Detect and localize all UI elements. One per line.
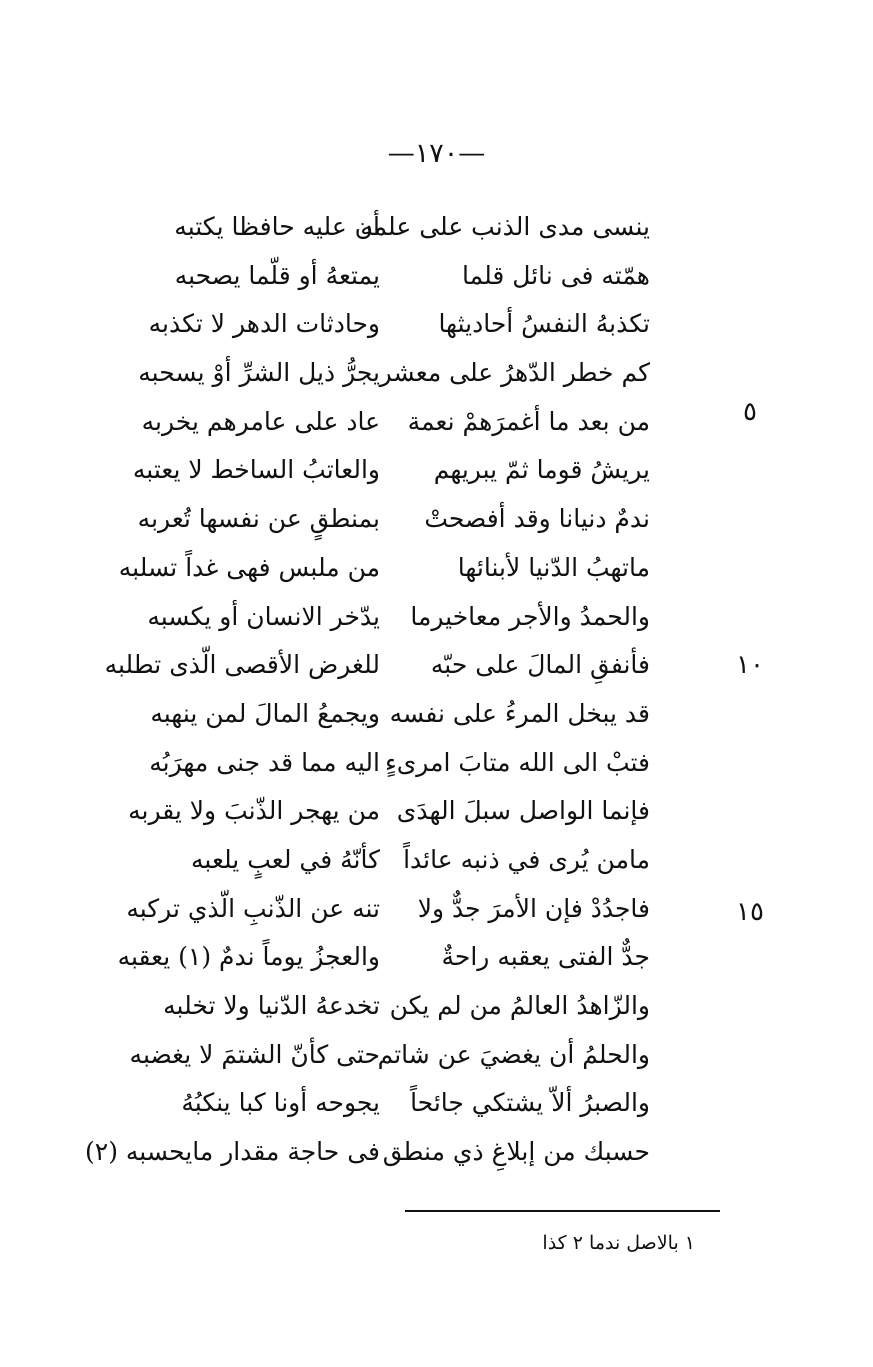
second-hemistich: يجوحه أونا كبا ينكبُهُ — [181, 1088, 380, 1118]
second-hemistich: حتى كأنّ الشتمَ لا يغضبه — [129, 1039, 380, 1069]
second-hemistich: للغرض الأقصى الّذى تطلبه — [104, 650, 380, 680]
footnotes: ١ بالاصل ندما ٢ كذا — [542, 1232, 695, 1254]
verse — [104, 641, 650, 690]
second-hemistich: والعاتبُ الساخط لا يعتبه — [132, 455, 380, 485]
second-hemistich: أن عليه حافظا يكتبه — [174, 212, 380, 241]
second-hemistich: تنه عن الذّنبِ الّذي تركبه — [126, 893, 380, 923]
first-hemistich: ماتهبُ الدّنيا لأبنائها — [457, 552, 650, 582]
line-marker-10: ١٠ — [736, 650, 764, 680]
first-hemistich: فإنما الواصل سبلَ الهدَى — [396, 796, 650, 826]
verse — [137, 495, 650, 544]
second-hemistich: كأنّهُ في لعبٍ يلعبه — [191, 844, 380, 874]
first-hemistich: ينسى مدى الذنب على علمه — [360, 212, 650, 241]
first-hemistich: يريشُ قوما ثمّ يبريهم — [433, 455, 650, 485]
second-hemistich: ويجمعُ المالَ لمن ينهبه — [150, 698, 380, 728]
second-hemistich: بمنطقٍ عن نفسها تُعربه — [137, 504, 380, 534]
second-hemistich: من ملبس فهى غداً تسلبه — [118, 552, 380, 582]
first-hemistich: قد يبخل المرءُ على نفسه — [389, 698, 650, 728]
second-hemistich: يجرُّ ذيل الشرِّ أوْ يسحبه — [138, 358, 380, 388]
verse — [147, 593, 650, 642]
verse — [129, 1031, 650, 1080]
first-hemistich: جدٌّ الفتى يعقبه راحةٌ — [441, 942, 650, 972]
first-hemistich: تكذبهُ النفسُ أحاديثها — [438, 309, 650, 339]
verse — [132, 446, 650, 495]
verse — [118, 544, 650, 593]
second-hemistich: تخدعهُ الدّنيا ولا تخلبه — [163, 991, 380, 1020]
second-hemistich: والعجزُ يوماً ندمٌ (١) يعقبه — [117, 942, 380, 972]
verse — [150, 203, 650, 252]
first-hemistich: همّته فى نائل قلما — [462, 260, 650, 290]
second-hemistich: عاد على عامرهم يخربه — [141, 406, 380, 436]
verse — [150, 690, 650, 739]
poem — [85, 203, 650, 1177]
second-hemistich: فى حاجة مقدار مايحسبه (٢) — [85, 1137, 380, 1167]
first-hemistich: ندمٌ دنيانا وقد أفصحتْ — [424, 504, 650, 534]
first-hemistich: كم خطر الدّهرُ على معشر — [379, 358, 650, 388]
second-hemistich: اليه مما قد جنى مهرَبُه — [149, 747, 380, 777]
verse — [138, 349, 650, 398]
second-hemistich: يمتعهُ أو قلّما يصحبه — [174, 260, 380, 290]
verse — [150, 1079, 650, 1128]
first-hemistich: من بعد ما أغمرَهمْ نعمة — [407, 406, 650, 436]
first-hemistich: فأنفقِ المالَ على حبّه — [430, 650, 650, 680]
verse — [150, 982, 650, 1031]
second-hemistich: من يهجر الذّنبَ ولا يقربه — [128, 796, 380, 826]
verse — [150, 252, 650, 301]
second-hemistich: وحادثات الدهر لا تكذبه — [148, 309, 380, 339]
verse — [128, 787, 650, 836]
first-hemistich: والحمدُ والأجر معاخيرما — [410, 601, 650, 631]
page-number: —١٧٠— — [387, 138, 486, 169]
first-hemistich: فتبْ الى الله متابَ امرىءٍ — [384, 747, 650, 777]
first-hemistich: والزّاهدُ العالمُ من لم يكن — [389, 991, 650, 1020]
line-marker-15: ١٥ — [736, 897, 764, 927]
first-hemistich: والصبرُ ألاّ يشتكي جائحاً — [410, 1088, 650, 1118]
verse — [150, 739, 650, 788]
first-hemistich: حسبك من إبلاغِ ذي منطق — [382, 1137, 650, 1167]
second-hemistich: يدّخر الانسان أو يكسبه — [147, 601, 380, 631]
footnote-divider — [405, 1210, 720, 1212]
line-marker-5: ٥ — [743, 397, 757, 427]
verse — [150, 836, 650, 885]
verse — [150, 300, 650, 349]
first-hemistich: مامن يُرى في ذنبه عائداً — [403, 844, 650, 874]
verse — [126, 885, 650, 934]
first-hemistich: فاجدُدْ فإن الأمرَ جدٌّ ولا — [417, 893, 650, 923]
verse — [117, 933, 650, 982]
first-hemistich: والحلمُ أن يغضيَ عن شاتم — [377, 1039, 650, 1069]
verse — [141, 398, 650, 447]
verse — [85, 1128, 650, 1177]
